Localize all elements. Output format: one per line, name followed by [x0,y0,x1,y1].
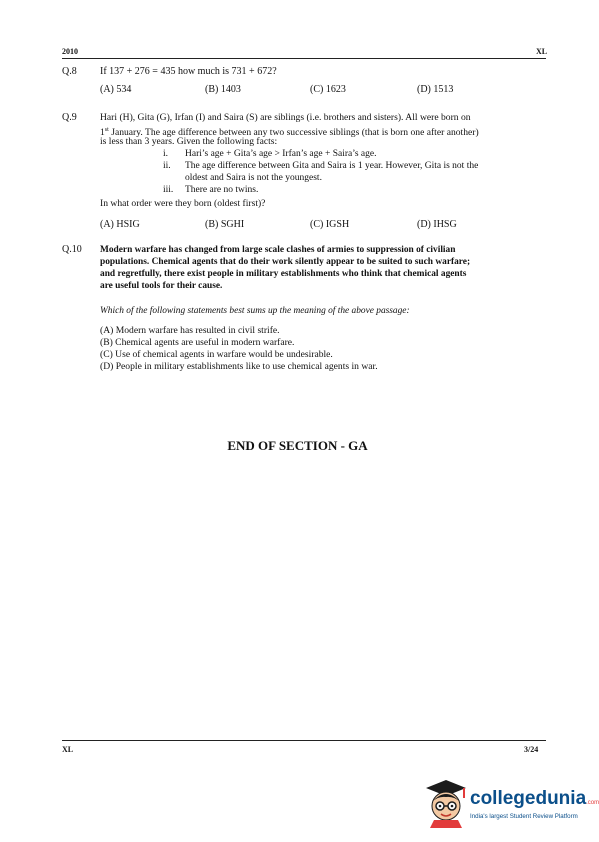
q9-fact-2-num: ii. [163,161,171,171]
q10-passage-line-2: populations. Chemical agents that do their work silently appear to be suited to such warfare; [100,257,471,267]
footer-code: XL [62,745,74,754]
q9-fact-3-num: iii. [163,185,174,195]
q8-option-c: (C) 1623 [310,84,346,95]
student-mascot-icon [420,776,468,828]
q8-number: Q.8 [62,66,77,77]
header-code: XL [536,47,548,56]
q8-question: If 137 + 276 = 435 how much is 731 + 672? [100,66,277,77]
footer-page: 3/24 [524,745,539,754]
q9-fact-1-num: i. [163,149,169,159]
logo-wordmark [470,788,599,810]
end-of-section-heading: END OF SECTION - GA [227,438,368,453]
header-rule [62,58,546,59]
logo-tagline: India's largest Student Review Platform [470,813,578,820]
q10-passage-line-1: Modern warfare has changed from large scale clashes of armies to suppression of civilian [100,245,456,255]
q9-option-a: (A) HSIG [100,219,140,230]
q9-fact-1-text: Hari’s age + Gita’s age > Irfan’s age + Saira’s age. [185,149,377,159]
footer-rule [62,740,546,741]
q9-option-c: (C) IGSH [310,219,350,230]
q9-fact-1 [163,149,553,161]
q9-fact-2-line-1: The age difference between Gita and Saira is 1 year. However, Gita is not the [185,161,479,171]
logo-suffix: .com [586,800,599,806]
q10-option-d: (D) People in military establishments like to use chemical agents in war. [100,361,378,372]
q9-fact-2 [163,161,553,185]
q9-intro-line-1: Hari (H), Gita (G), Irfan (I) and Saira (S) are siblings (i.e. brothers and sisters). All were born on [100,112,471,123]
q8-option-d: (D) 1513 [417,84,454,95]
q9-fact-2-line-2: oldest and Saira is not the youngest. [185,173,322,183]
q9-fact-3-text: There are no twins. [185,185,259,195]
q10-question: Which of the following statements best sums up the meaning of the above passage: [100,306,410,316]
q10-option-b: (B) Chemical agents are useful in modern warfare. [100,337,295,348]
q9-intro-line-3: is less than 3 years. Given the following facts: [100,136,278,147]
q10-number: Q.10 [62,244,82,255]
q10-option-c: (C) Use of chemical agents in warfare would be undesirable. [100,349,333,360]
q8-option-b: (B) 1403 [205,84,241,95]
q9-option-b: (B) SGHI [205,219,245,230]
q10-passage-line-3: and regretfully, there exist people in military establishments who think that chemical agents [100,269,467,279]
q9-number: Q.9 [62,112,77,123]
logo-name: collegedunia [470,788,587,809]
q8-option-a: (A) 534 [100,84,132,95]
q9-fact-3 [163,185,553,197]
q10-option-a: (A) Modern warfare has resulted in civil strife. [100,325,280,336]
q9-intro-rest: January. The age difference between any two successive siblings (that is born one after another) [108,127,479,139]
q9-intro-day: 1 [100,127,105,139]
q9-option-d: (D) IHSG [417,219,457,230]
q9-intro-sup: st [104,127,109,133]
q10-passage-line-4: are useful tools for their cause. [100,281,223,291]
q9-prompt: In what order were they born (oldest first)? [100,198,266,209]
header-year: 2010 [62,47,78,56]
collegedunia-logo [420,776,599,828]
